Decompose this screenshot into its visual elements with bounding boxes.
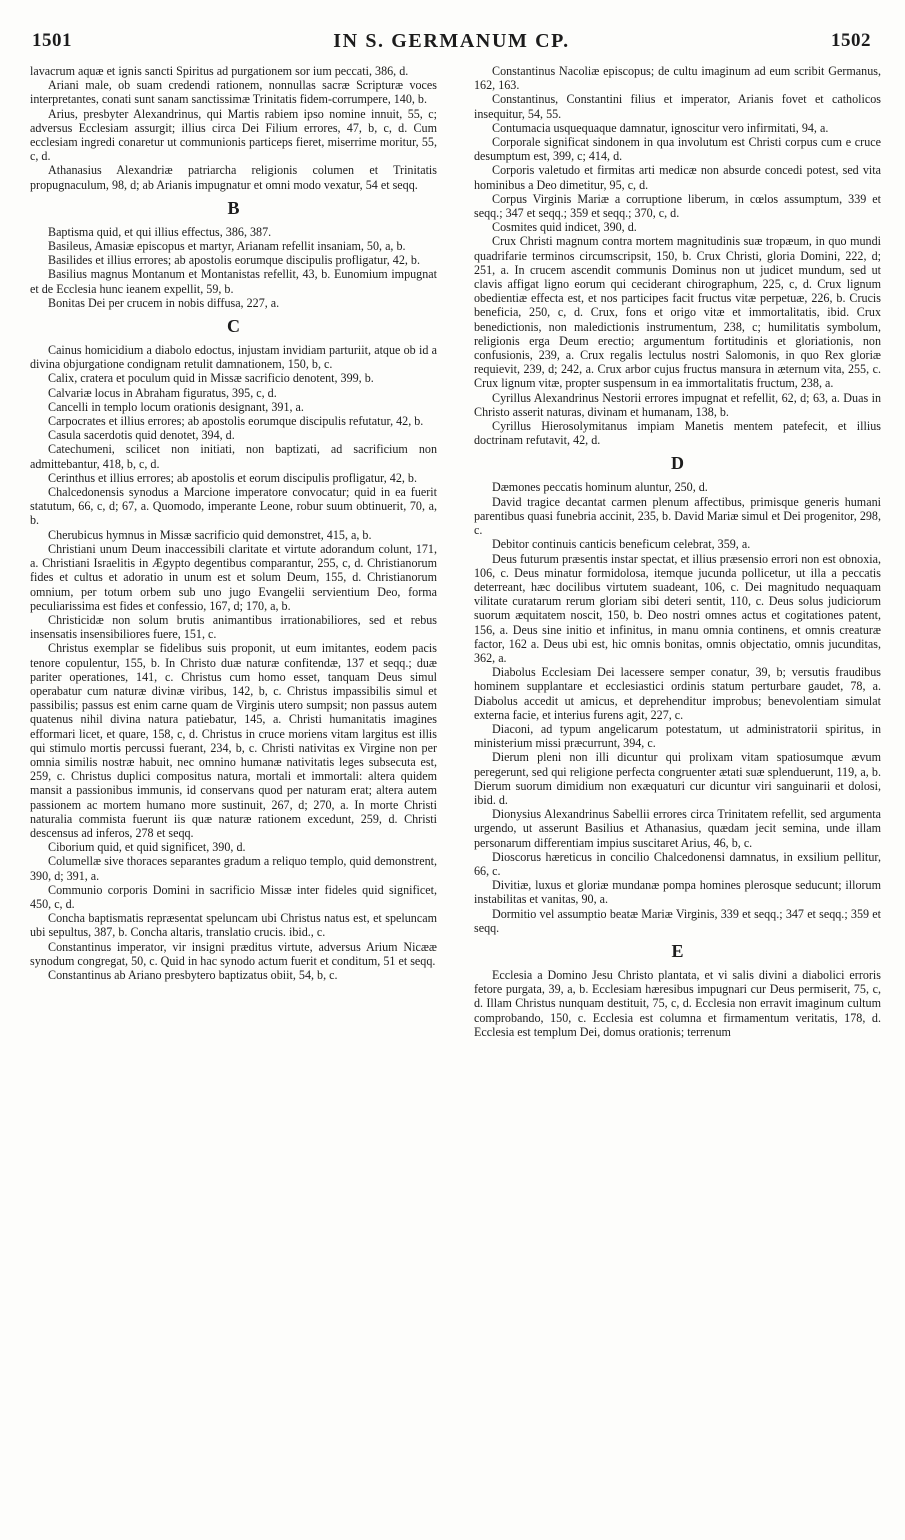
index-entry: Calix, cratera et poculum quid in Missæ sacrificio denotent, 399, b. [48,371,374,386]
index-entry: Christus exemplar se fidelibus suis proponit, ut eum imitantes, eodem pacis tenore copulentur, 155, b. In Christo duæ naturæ confitendæ, 137 et seqq.; duæ pariter operationes, 141, c. Christus cum homo esset, tanquam Deus simul operabatur cum naturæ divinæ viribus, 142, b, c. Christus impassibilis simul et passibilis; passus est enim carne quam de Virginis utero sumpsit; non passus autem quatenus nihil divina natura patiebatur, 145, a. Christi humanitatis imagines efformari licet, et quare, 158, c, d. Christus in cruce moriens vitam largitus est illis qui stimulo mortis percussi fuerant, 234, b, c. Christi nativitas ex Virgine non per omnia similis nostræ habuit, nec omnino humanæ nativitatis leges subsecuta est, 259, c. Christus duplici compositus natura, mortali et immortali: altera quidem mansit a passionibus immunis, id conservans quod per naturam erat; altera autem passionem ac mortem humano more sustinuit, 267, d; 270, a. In morte Christi naturalia commista fuerunt iis quæ naturæ rationem excedunt, 259, d. Christi descensus ad inferos, 278 et seqq. [30,641,437,840]
index-entry: Basileus, Amasiæ episcopus et martyr, Arianam refellit insaniam, 50, a, b. [48,239,406,254]
index-entry: lavacrum aquæ et ignis sancti Spiritus ad purgationem sor ium peccati, 386, d. [30,64,409,78]
index-entry: Dioscorus hæreticus in concilio Chalcedonensi damnatus, in exsilium pellitur, 66, c. [474,849,881,878]
index-entry: Catechumeni, scilicet non initiati, non baptizati, ad sacrificium non admittebantur, 418, b, c, d. [30,442,437,471]
index-entry: Dormitio vel assumptio beatæ Mariæ Virginis, 339 et seqq.; 347 et seqq.; 359 et seqq. [474,906,881,935]
index-entry: Crux Christi magnum contra mortem magnitudinis suæ tropæum, in quo mundi quadrifarie terminos circumscripsit, 150, b. Crux Christi, gloria Domini, 222, d; 251, a. In crucem ascendit communis Dominus non ut judicet mundum, sed ut clavis affigat ligno eorum qui ceciderant chirographum, 225, c, d. Crux lignum obedientiæ effecta est, et nos participes facit fructus vitæ perpetuæ, 226, b. Crucis beneficia, 250, c, d. Crux, fons et origo vitæ et immortalitatis, ibid. Crux benedictionis, non maledictionis instrumentum, 238, c; humilitatis symbolum, religionis erga Deum erectio; argumentum fortitudinis et gloriationis, non confusionis, 239, a. Crux regalis lectulus nostri Salomonis, in quo Rex gloriæ requievit, 239, d; 242, a. Crux arbor cujus fructus mansura in æternum vita, 255, c. Crux lignum vitæ, propter suspensum in ea immortalitatis fructum, 238, a. [474,234,881,391]
left-column [30,64,437,1526]
index-entry: Corporis valetudo et firmitas arti medicæ non absurde concedi potest, sed vita hominibus a Deo dimetitur, 95, c, d. [474,163,881,192]
index-entry: David tragice decantat carmen plenum affectibus, primisque generis humani parentibus quasi funebria accinit, 235, b. David Mariæ simul et Dei progenitor, 298, c. [474,494,881,538]
index-entry: Corporale significat sindonem in qua involutum est Christi corpus cum e cruce desumptum est, 399, c; 414, d. [474,135,881,164]
index-entry: Ariani male, ob suam credendi rationem, nonnullas sacræ Scripturæ voces interpretantes, conati sunt sanam sanctissimæ Trinitatis fidem-corrumpere, 140, b. [30,78,437,107]
index-entry: Constantinus ab Ariano presbytero baptizatus obiit, 54, b, c. [48,967,338,982]
index-entry: Bonitas Dei per crucem in nobis diffusa, 227, a. [48,295,280,310]
section-letter-e: E [671,940,684,961]
section-letter-d: D [671,453,684,474]
running-header [32,30,871,58]
index-entry: Dierum pleni non illi dicuntur qui prolixam vitam spatiosumque ævum peregerunt, sed qui religione perfecta congruenter ætati suæ splenduerunt, 119, a, b. Dierum suorum dimidium non exæquaturi cur dicuntur viri sanguinarii et dolosi, ibid. d. [474,750,881,807]
index-entry: Baptisma quid, et qui illius effectus, 386, 387. [48,224,272,239]
index-entry: Cherubicus hymnus in Missæ sacrificio quid demonstret, 415, a, b. [48,527,372,542]
left-page-number: 1501 [32,30,72,51]
index-entry: Deus futurum præsentis instar spectat, et illius præsensio errori non est obnoxia, 106, c. Deus minatur formidolosa, itemque jucunda pollicetur, ut illa a peccatis deterreant, hæc docilibus virtutem suadeant, 106, c. Dei magnitudo nequaquam vilitate curatarum rerum gloriam sibi deteri sentit, 110, c. Deus solus judiciorum suorum æquitatem noscit, 150, b. Deo nostri omnes actus et cogitationes patent, 156, a. Deus sine initio et infinitus, in manu omnia continens, et omnis creaturæ factor, 162 a. Deus ubi est, hic omnis bonitas, omnis objectatio, omnis jucunditas, 362, a. [474,551,881,665]
right-column [474,64,881,1526]
index-entry: Communio corporis Domini in sacrificio Missæ inter fideles quid significet, 450, c, d. [30,882,437,911]
index-entry: Diabolus Ecclesiam Dei lacessere semper conatur, 39, b; versutis fraudibus hominem supplantare et ecclesiastici ordinis statum perturbare gaudet, 78, a. Diabolus accedit ut amicus, et deprehenditur improbus; benevolentiam simulat externa facie, et interius furens agit, 227, c. [474,665,881,722]
index-entry: Debitor continuis canticis beneficum celebrat, 359, a. [492,537,751,552]
index-entry: Corpus Virginis Mariæ a corruptione liberum, in cœlos assumptum, 339 et seqq.; 347 et seqq.; 359 et seqq.; 370, c, d. [474,191,881,221]
index-entry: Divitiæ, luxus et gloriæ mundanæ pompa homines plerosque seducunt; illorum instabilitas et vanitas, 90, a. [474,878,881,907]
index-entry: Athanasius Alexandriæ patriarcha religionis columen et Trinitatis propugnaculum, 98, d; ab Arianis impugnatur et omni modo vexatur, 54 et seqq. [30,163,437,192]
index-entry: Constantinus imperator, vir insigni præditus virtute, adversus Arium Nicææ synodum congregat, 50, c. Quid in hac synodo actum fuerit et conditum, 51 et seqq. [30,939,437,968]
index-entry: Constantinus, Constantini filius et imperator, Arianis fovet et catholicos insequitur, 54, 55. [474,92,881,121]
index-entry: Basilides et illius errores; ab apostolis eorumque discipulis profligatur, 42, b. [48,253,421,268]
running-title: IN S. GERMANUM CP. [333,30,570,52]
right-page-number: 1502 [831,30,871,51]
index-entry: Contumacia usquequaque damnatur, ignoscitur vero infirmitati, 94, a. [492,120,829,135]
index-entry: Cerinthus et illius errores; ab apostolis et eorum discipulis profligatur, 42, b. [48,470,417,485]
index-entry: Constantinus Nacoliæ episcopus; de cultu imaginum ad eum scribit Germanus, 162, 163. [474,64,881,93]
index-entry: Arius, presbyter Alexandrinus, qui Martis rabiem ipso nomine innuit, 55, c; adversus Ecclesiam assurgit; illius circa Dei Filium errores, 47, b, c, d. Cum ecclesiam ingredi conaretur ut communionis particeps fieret, miserrime moritur, 55, c, d. [30,106,437,164]
index-entry: Concha baptismatis repræsentat speluncam ubi Christus natus est, et speluncam ubi sepultus, 387, b. Concha altaris, translatio crucis. ibid., c. [30,911,437,940]
index-entry: Diaconi, ad typum angelicarum potestatum, ut administratorii spiritus, in ministerium missi præcurrunt, 394, c. [474,721,881,751]
index-entry: Cyrillus Hierosolymitanus impiam Manetis mentem patefecit, et illius doctrinam refutavit, 42, d. [474,419,881,448]
index-entry: Cyrillus Alexandrinus Nestorii errores impugnat et refellit, 62, d; 63, a. Duas in Christo asserit naturas, divinam et humanam, 138, b. [474,390,881,419]
index-entry: Casula sacerdotis quid denotet, 394, d. [48,428,235,443]
section-letter-c: C [227,316,240,337]
index-entry: Christicidæ non solum brutis animantibus irrationabiliores, sed et rebus insensatis insensibiliores fuere, 151, c. [30,612,437,642]
index-entry: Cancelli in templo locum orationis designant, 391, a. [48,399,304,414]
index-entry: Chalcedonensis synodus a Marcione imperatore convocatur; quid in ea fuerit statutum, 66, c, d; 67, a. Quomodo, imperante Leone, robur suum obtinuerit, 70, a, b. [30,485,437,528]
index-entry: Christiani unum Deum inaccessibili claritate et virtute adorandum colunt, 171, a. Christiani Israelitis in Ægypto degentibus comparantur, 255, c, d. Christianorum fides et cultus et adoratio in unum est et solum Deum, 155, d. Christianorum omnium, per totum orbem sub uno jugo Evangelii servientium Deo, forma peculiarissima est fides et confessio, 167, d; 170, a, b. [30,541,437,613]
index-entry: Columellæ sive thoraces separantes gradum a reliquo templo, quid demonstrent, 390, d; 391, a. [30,854,437,883]
index-entry: Dæmones peccatis hominum aluntur, 250, d. [492,480,708,495]
index-entry: Calvariæ locus in Abraham figuratus, 395, c, d. [48,385,277,400]
index-entry: Ecclesia a Domino Jesu Christo plantata, et vi salis divini a diabolici erroris fetore purgata, 39, a, b. Ecclesiam hæresibus impugnari cur Deus permiserit, 75, c, d. Illam Christus nunquam destituit, 75, c, d. Ecclesia non erravit imaginum cultum comprobando, 150, c. Ecclesia est columna et firmamentum veritatis, 178, d. Ecclesia est templum Dei, domus orationis; terrenum [474,967,881,1039]
index-entry: Ciborium quid, et quid significet, 390, d. [48,840,246,855]
index-entry: Dionysius Alexandrinus Sabellii errores circa Trinitatem refellit, sed argumenta urgendo, ut asserunt Basilius et Athanasius, quædam jecit semina, unde illam personarum differentiam impius suscitaret Arius, 46, b, c. [474,807,881,850]
index-entry: Cosmites quid indicet, 390, d. [492,220,637,235]
index-entry: Basilius magnus Montanum et Montanistas refellit, 43, b. Eunomium impugnat et de Ecclesia hunc ieanem expellit, 59, b. [30,267,437,296]
index-entry: Carpocrates et illius errores; ab apostolis eorumque discipulis refutatur, 42, b. [48,414,424,429]
section-letter-b: B [227,197,240,218]
index-entry: Cainus homicidium a diabolo edoctus, injustam invidiam parturiit, atque ob id a divina objurgatione condignam retulit damnationem, 150, b, c. [30,343,437,372]
